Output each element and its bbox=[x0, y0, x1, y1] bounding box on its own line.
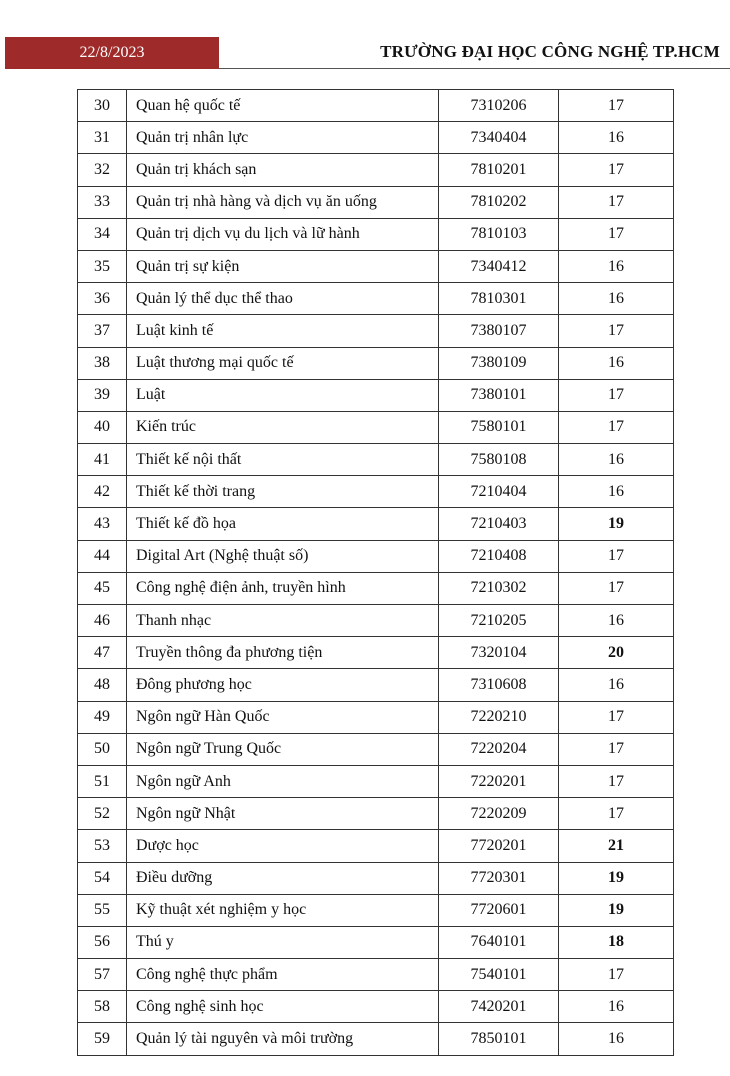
major-name: Công nghệ thực phẩm bbox=[127, 959, 439, 991]
admission-scores-table bbox=[77, 89, 674, 1056]
row-number: 46 bbox=[78, 605, 127, 637]
table-row bbox=[78, 733, 674, 765]
table-row bbox=[78, 605, 674, 637]
table-row bbox=[78, 991, 674, 1023]
major-name: Quản trị sự kiện bbox=[127, 250, 439, 282]
major-name: Quản lý tài nguyên và môi trường bbox=[127, 1023, 439, 1055]
cutoff-score: 17 bbox=[559, 798, 674, 830]
cutoff-score: 17 bbox=[559, 540, 674, 572]
cutoff-score: 17 bbox=[559, 186, 674, 218]
cutoff-score: 17 bbox=[559, 701, 674, 733]
major-code: 7810202 bbox=[439, 186, 559, 218]
row-number: 34 bbox=[78, 218, 127, 250]
major-name: Quản trị nhân lực bbox=[127, 122, 439, 154]
major-code: 7810301 bbox=[439, 283, 559, 315]
major-name: Dược học bbox=[127, 830, 439, 862]
cutoff-score: 16 bbox=[559, 605, 674, 637]
table-row bbox=[78, 926, 674, 958]
table-row bbox=[78, 798, 674, 830]
major-name: Thiết kế đồ họa bbox=[127, 508, 439, 540]
cutoff-score: 16 bbox=[559, 476, 674, 508]
major-name: Kiến trúc bbox=[127, 411, 439, 443]
table-row bbox=[78, 669, 674, 701]
major-code: 7310608 bbox=[439, 669, 559, 701]
major-name: Ngôn ngữ Hàn Quốc bbox=[127, 701, 439, 733]
row-number: 50 bbox=[78, 733, 127, 765]
major-code: 7320104 bbox=[439, 637, 559, 669]
major-name: Ngôn ngữ Trung Quốc bbox=[127, 733, 439, 765]
table-row bbox=[78, 250, 674, 282]
major-name: Ngôn ngữ Nhật bbox=[127, 798, 439, 830]
cutoff-score: 17 bbox=[559, 733, 674, 765]
cutoff-score: 16 bbox=[559, 347, 674, 379]
cutoff-score: 19 bbox=[559, 862, 674, 894]
major-code: 7220204 bbox=[439, 733, 559, 765]
cutoff-score: 16 bbox=[559, 991, 674, 1023]
row-number: 39 bbox=[78, 379, 127, 411]
major-name: Quản trị khách sạn bbox=[127, 154, 439, 186]
major-code: 7220209 bbox=[439, 798, 559, 830]
major-code: 7210205 bbox=[439, 605, 559, 637]
major-name: Luật bbox=[127, 379, 439, 411]
cutoff-score: 16 bbox=[559, 444, 674, 476]
major-name: Truyền thông đa phương tiện bbox=[127, 637, 439, 669]
major-name: Quan hệ quốc tế bbox=[127, 90, 439, 122]
major-name: Quản lý thể dục thể thao bbox=[127, 283, 439, 315]
cutoff-score: 17 bbox=[559, 154, 674, 186]
row-number: 59 bbox=[78, 1023, 127, 1055]
row-number: 44 bbox=[78, 540, 127, 572]
row-number: 37 bbox=[78, 315, 127, 347]
cutoff-score: 16 bbox=[559, 669, 674, 701]
row-number: 36 bbox=[78, 283, 127, 315]
table-row bbox=[78, 411, 674, 443]
table-row bbox=[78, 572, 674, 604]
table-row bbox=[78, 830, 674, 862]
major-code: 7380107 bbox=[439, 315, 559, 347]
cutoff-score: 18 bbox=[559, 926, 674, 958]
table-row bbox=[78, 959, 674, 991]
cutoff-score: 17 bbox=[559, 218, 674, 250]
major-code: 7210302 bbox=[439, 572, 559, 604]
row-number: 31 bbox=[78, 122, 127, 154]
table-body bbox=[78, 90, 674, 1056]
major-code: 7580101 bbox=[439, 411, 559, 443]
table-row bbox=[78, 379, 674, 411]
table-row bbox=[78, 894, 674, 926]
table-row bbox=[78, 765, 674, 797]
table-row bbox=[78, 444, 674, 476]
cutoff-score: 21 bbox=[559, 830, 674, 862]
table-row bbox=[78, 862, 674, 894]
major-code: 7380101 bbox=[439, 379, 559, 411]
major-name: Đông phương học bbox=[127, 669, 439, 701]
table-row bbox=[78, 1023, 674, 1055]
cutoff-score: 17 bbox=[559, 765, 674, 797]
cutoff-score: 17 bbox=[559, 572, 674, 604]
table-row bbox=[78, 508, 674, 540]
major-code: 7340404 bbox=[439, 122, 559, 154]
major-code: 7640101 bbox=[439, 926, 559, 958]
major-code: 7720601 bbox=[439, 894, 559, 926]
cutoff-score: 17 bbox=[559, 315, 674, 347]
row-number: 53 bbox=[78, 830, 127, 862]
major-name: Công nghệ sinh học bbox=[127, 991, 439, 1023]
row-number: 42 bbox=[78, 476, 127, 508]
major-code: 7540101 bbox=[439, 959, 559, 991]
major-code: 7220210 bbox=[439, 701, 559, 733]
header-title: TRƯỜNG ĐẠI HỌC CÔNG NGHỆ TP.HCM bbox=[380, 42, 720, 61]
major-code: 7210404 bbox=[439, 476, 559, 508]
cutoff-score: 16 bbox=[559, 250, 674, 282]
major-code: 7340412 bbox=[439, 250, 559, 282]
row-number: 54 bbox=[78, 862, 127, 894]
row-number: 57 bbox=[78, 959, 127, 991]
major-name: Kỹ thuật xét nghiệm y học bbox=[127, 894, 439, 926]
row-number: 55 bbox=[78, 894, 127, 926]
major-code: 7720201 bbox=[439, 830, 559, 862]
major-name: Luật kinh tế bbox=[127, 315, 439, 347]
major-name: Thú y bbox=[127, 926, 439, 958]
major-name: Thanh nhạc bbox=[127, 605, 439, 637]
row-number: 48 bbox=[78, 669, 127, 701]
major-name: Luật thương mại quốc tế bbox=[127, 347, 439, 379]
table-row bbox=[78, 540, 674, 572]
table-row bbox=[78, 701, 674, 733]
row-number: 38 bbox=[78, 347, 127, 379]
major-name: Ngôn ngữ Anh bbox=[127, 765, 439, 797]
major-code: 7220201 bbox=[439, 765, 559, 797]
row-number: 51 bbox=[78, 765, 127, 797]
header-date-badge bbox=[5, 37, 219, 69]
major-name: Công nghệ điện ảnh, truyền hình bbox=[127, 572, 439, 604]
header-divider bbox=[219, 68, 730, 69]
row-number: 49 bbox=[78, 701, 127, 733]
row-number: 32 bbox=[78, 154, 127, 186]
cutoff-score: 17 bbox=[559, 411, 674, 443]
cutoff-score: 19 bbox=[559, 894, 674, 926]
table-row bbox=[78, 186, 674, 218]
table-row bbox=[78, 476, 674, 508]
major-code: 7310206 bbox=[439, 90, 559, 122]
table-row bbox=[78, 122, 674, 154]
major-code: 7210403 bbox=[439, 508, 559, 540]
major-name: Điều dưỡng bbox=[127, 862, 439, 894]
major-name: Digital Art (Nghệ thuật số) bbox=[127, 540, 439, 572]
major-code: 7810201 bbox=[439, 154, 559, 186]
row-number: 47 bbox=[78, 637, 127, 669]
header-date: 22/8/2023 bbox=[79, 44, 145, 61]
table-row bbox=[78, 218, 674, 250]
row-number: 45 bbox=[78, 572, 127, 604]
row-number: 41 bbox=[78, 444, 127, 476]
cutoff-score: 17 bbox=[559, 379, 674, 411]
row-number: 35 bbox=[78, 250, 127, 282]
table-row bbox=[78, 90, 674, 122]
cutoff-score: 17 bbox=[559, 959, 674, 991]
table-row bbox=[78, 283, 674, 315]
cutoff-score: 20 bbox=[559, 637, 674, 669]
major-code: 7810103 bbox=[439, 218, 559, 250]
major-name: Quản trị dịch vụ du lịch và lữ hành bbox=[127, 218, 439, 250]
table-row bbox=[78, 154, 674, 186]
major-code: 7210408 bbox=[439, 540, 559, 572]
row-number: 30 bbox=[78, 90, 127, 122]
major-name: Thiết kế nội thất bbox=[127, 444, 439, 476]
table-row bbox=[78, 637, 674, 669]
cutoff-score: 16 bbox=[559, 283, 674, 315]
major-name: Thiết kế thời trang bbox=[127, 476, 439, 508]
major-code: 7380109 bbox=[439, 347, 559, 379]
table-row bbox=[78, 347, 674, 379]
row-number: 56 bbox=[78, 926, 127, 958]
row-number: 43 bbox=[78, 508, 127, 540]
row-number: 52 bbox=[78, 798, 127, 830]
cutoff-score: 16 bbox=[559, 122, 674, 154]
row-number: 33 bbox=[78, 186, 127, 218]
cutoff-score: 17 bbox=[559, 90, 674, 122]
cutoff-score: 16 bbox=[559, 1023, 674, 1055]
major-name: Quản trị nhà hàng và dịch vụ ăn uống bbox=[127, 186, 439, 218]
major-code: 7420201 bbox=[439, 991, 559, 1023]
row-number: 58 bbox=[78, 991, 127, 1023]
major-code: 7580108 bbox=[439, 444, 559, 476]
cutoff-score: 19 bbox=[559, 508, 674, 540]
major-code: 7850101 bbox=[439, 1023, 559, 1055]
table-row bbox=[78, 315, 674, 347]
row-number: 40 bbox=[78, 411, 127, 443]
major-code: 7720301 bbox=[439, 862, 559, 894]
